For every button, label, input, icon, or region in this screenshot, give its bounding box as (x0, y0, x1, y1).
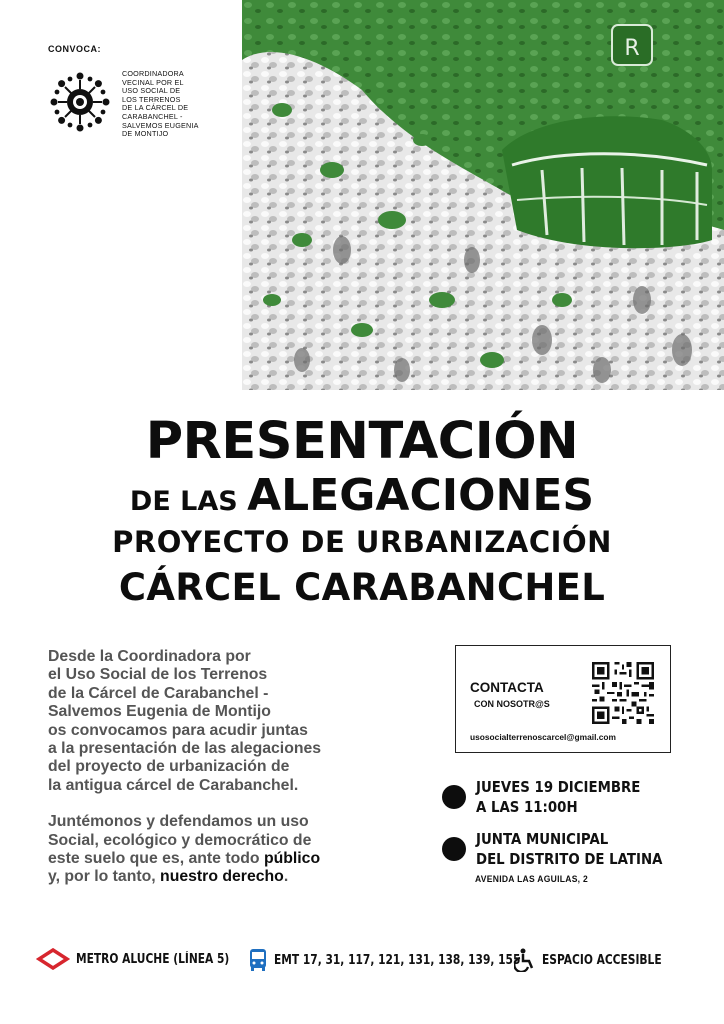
bullet-dot (442, 785, 466, 809)
footer-access-label: ESPACIO ACCESIBLE (542, 952, 662, 968)
bullet-dot (442, 837, 466, 861)
footer-metro-label: METRO ALUCHE (LÍNEA 5) (76, 951, 230, 967)
coordinadora-logo-icon (48, 70, 112, 134)
event-date (442, 777, 667, 817)
p2-emphasis-publico: público (263, 850, 321, 868)
p2-part-b: y, por lo tanto, (48, 868, 156, 886)
p2-emphasis-derecho: nuestro derecho (160, 868, 284, 886)
metro-icon (36, 948, 70, 970)
footer-access (514, 948, 688, 972)
body-text (48, 648, 428, 887)
title-alegaciones (0, 470, 724, 521)
convoca-label: CONVOCA: (48, 44, 101, 54)
wheelchair-icon (514, 948, 536, 972)
event-place-text: JUNTA MUNICIPAL DEL DISTRITO DE LATINA (476, 830, 663, 868)
title-carcel: CÁRCEL CARABANCHEL (118, 566, 606, 609)
title-presentacion: PRESENTACIÓN (145, 412, 579, 471)
svg-text:R: R (624, 36, 640, 61)
footer-bus-label: EMT 17, 31, 117, 121, 131, 138, 139, 155 (274, 952, 521, 968)
contact-subtitle: CON NOSOTR@S (474, 699, 550, 709)
bus-icon (248, 948, 268, 972)
body-paragraph-2 (48, 813, 428, 887)
qr-code-icon[interactable] (592, 662, 654, 724)
organization-block (48, 70, 242, 139)
title-de-las: DE LAS (129, 486, 248, 517)
event-address: AVENIDA LAS AGUILAS, 2 (475, 874, 588, 885)
footer-metro (36, 948, 263, 970)
title-alegaciones-word: ALEGACIONES (247, 470, 595, 521)
contact-box (455, 645, 671, 753)
body-paragraph-1: Desde la Coordinadora por el Uso Social de los Terrenos de la Cárcel de Carabanchel - Salvemos Eugenia de Montijo os convocamos para acudir juntas a la presentación de las alegaciones del proyecto de urbanización de la antigua cárcel de Carabanchel. (48, 648, 322, 794)
p2-part-c: . (283, 868, 289, 886)
title-proyecto: PROYECTO DE URBANIZACIÓN (112, 525, 612, 559)
organization-name: COORDINADORA VECINAL POR EL USO SOCIAL DE LOS TERRENOS DE LA CÁRCEL DE CARABANCHEL - SALVEMOS EUGENIA DE MONTIJO (122, 69, 199, 139)
event-place (442, 829, 693, 869)
event-date-text: JUEVES 19 DICIEMBRE A LAS 11:00H (476, 778, 641, 816)
contact-email-link[interactable]: usosocialterrenoscarcel@gmail.com (470, 732, 616, 742)
p2-part-a: Juntémonos y defendamos un uso Social, ecológico y democrático de este suelo que es, ante todo (48, 813, 312, 868)
contact-title: CONTACTA (470, 680, 544, 695)
crowd-photo (242, 0, 724, 390)
